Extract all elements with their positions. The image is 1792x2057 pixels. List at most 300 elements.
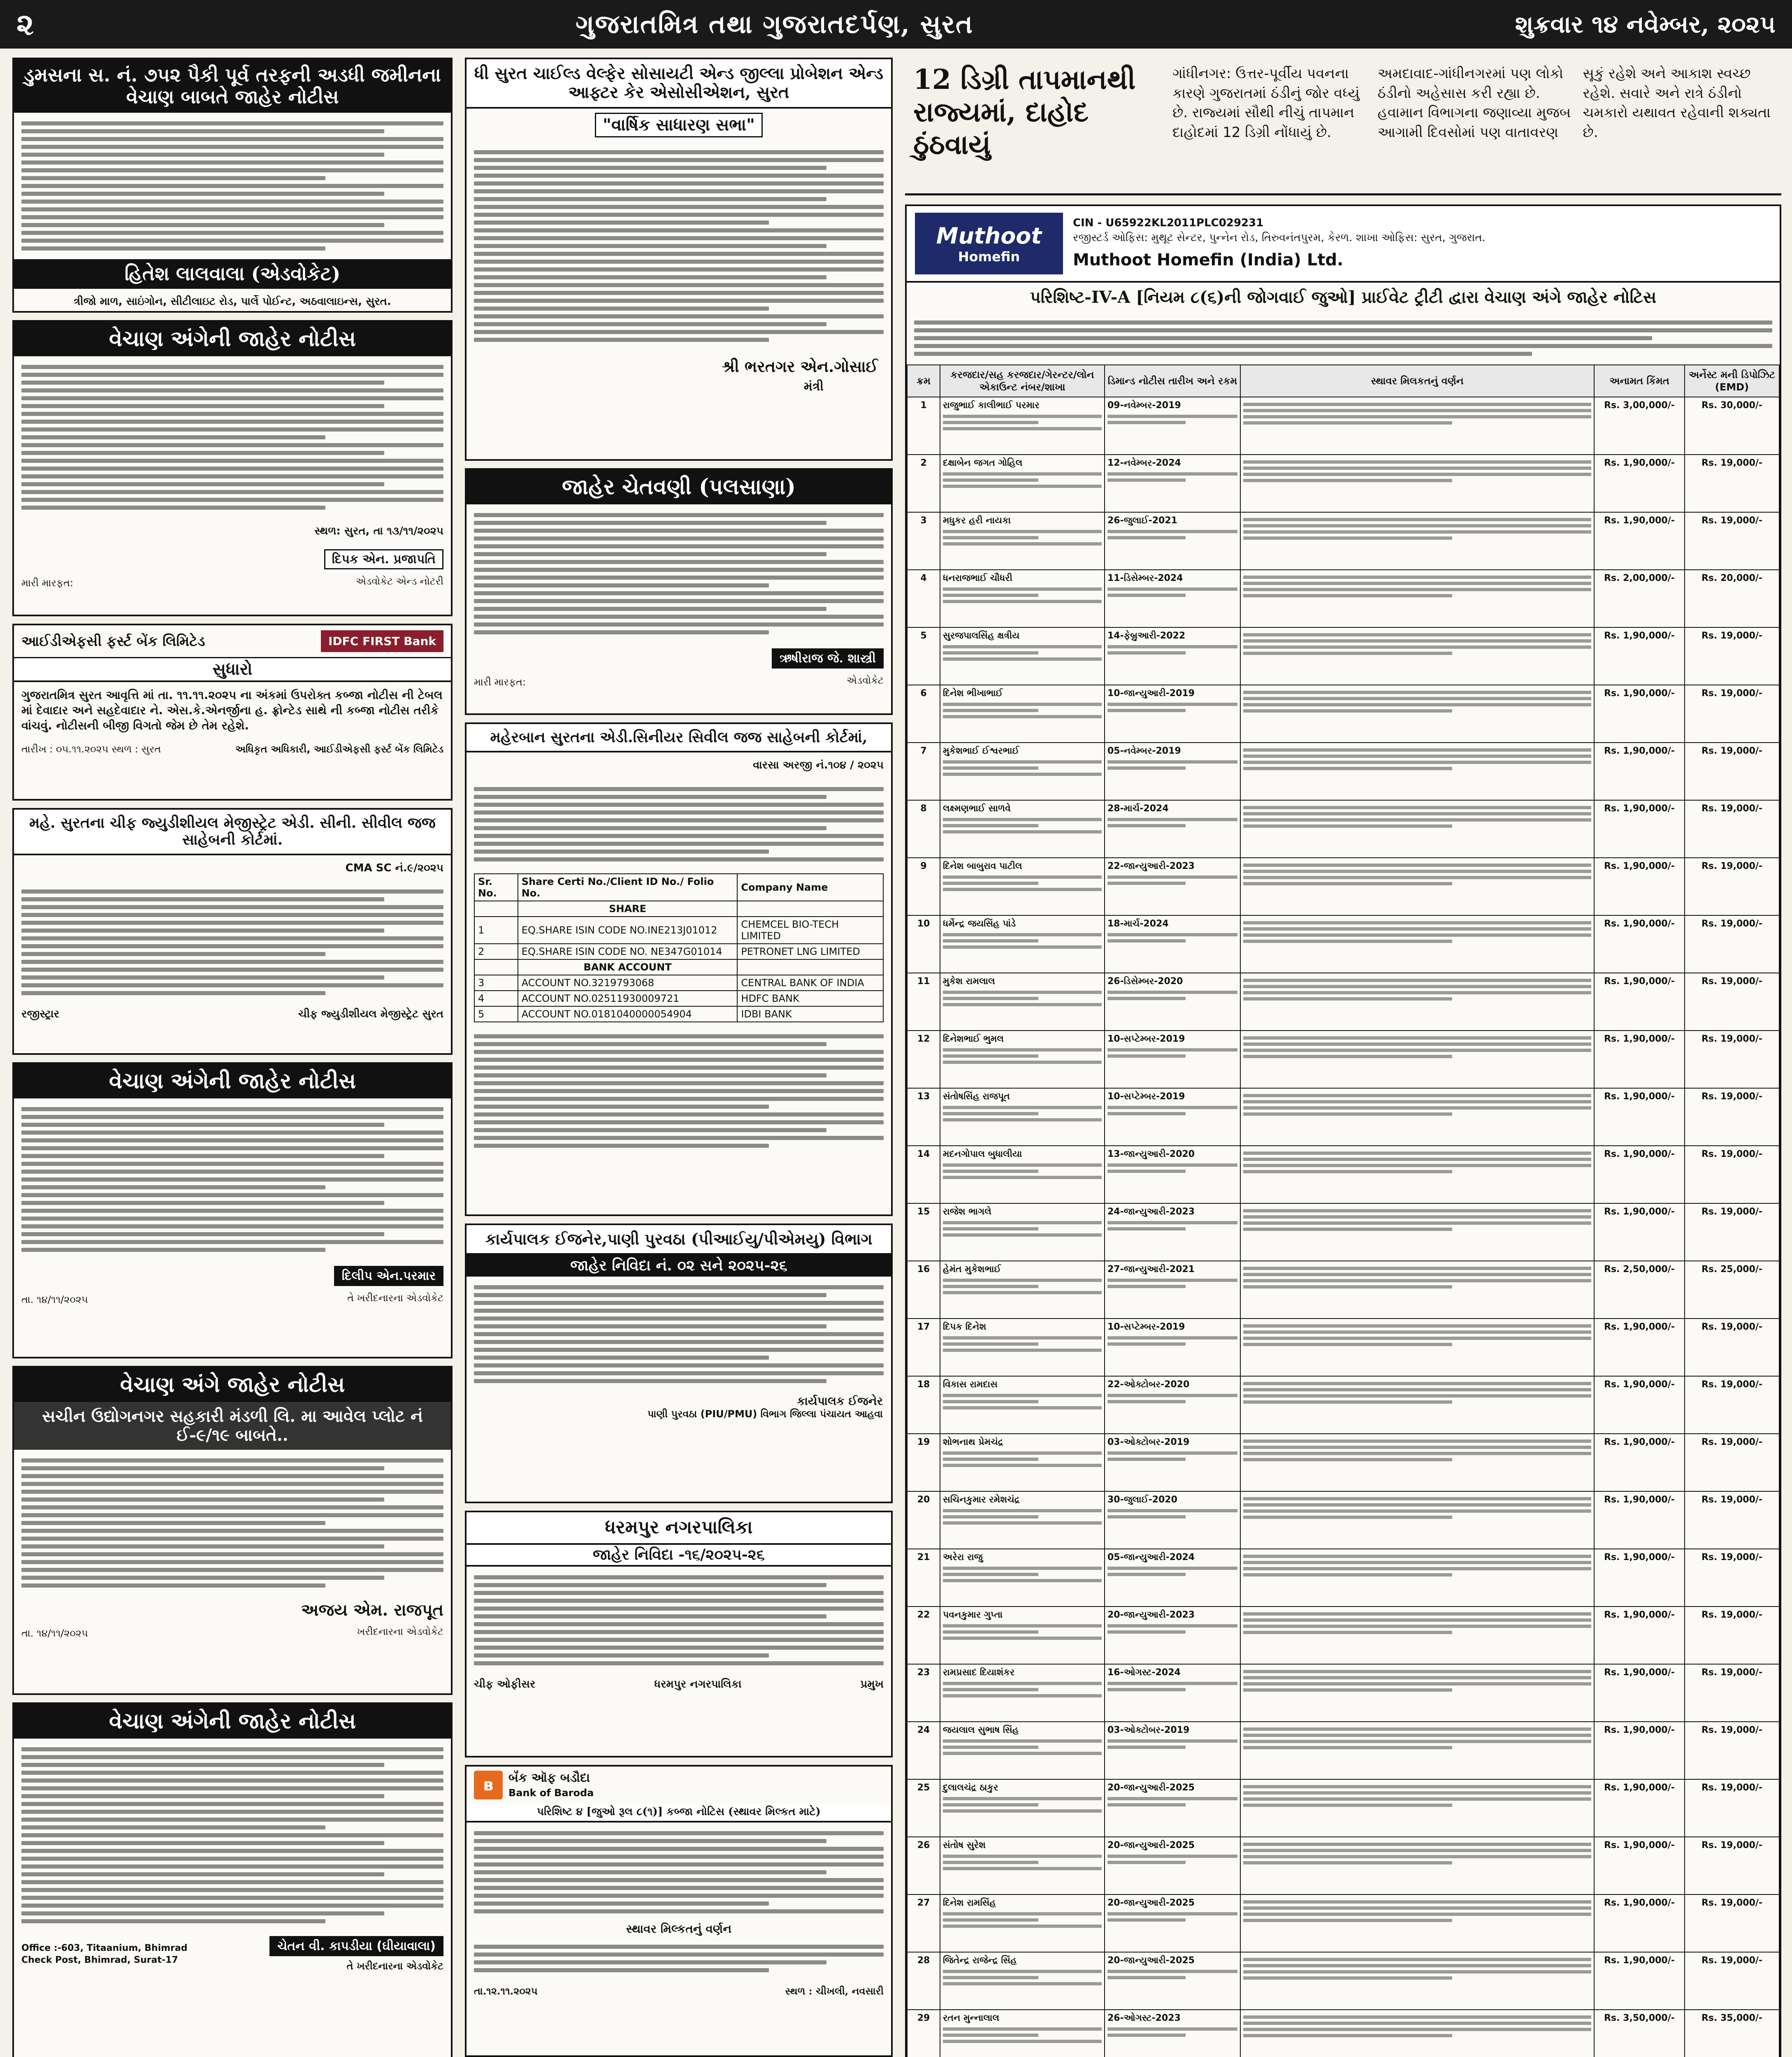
- borrower-name: મુકેશ રામલાલ: [943, 976, 995, 987]
- property-desc-cell: [1240, 1088, 1594, 1146]
- col-head: Company Name: [737, 874, 883, 901]
- row-number: 14: [907, 1146, 940, 1203]
- emd-amount: Rs. 19,000/-: [1685, 973, 1779, 1031]
- borrower-cell: [940, 1894, 1105, 1952]
- property-row: [907, 2010, 1779, 2057]
- signer-role: એડવોકેટ એન્ડ નોટરી: [355, 576, 443, 587]
- emd-amount: Rs. 19,000/-: [1685, 743, 1779, 800]
- share-cell: 4: [474, 991, 518, 1006]
- property-row: [907, 1549, 1779, 1607]
- row-number: 6: [907, 685, 940, 743]
- borrower-cell: [940, 1319, 1105, 1376]
- property-row: [907, 1722, 1779, 1779]
- signature-block: [467, 1392, 891, 1422]
- row-number: 26: [907, 1837, 940, 1894]
- share-cell: SHARE: [518, 901, 738, 917]
- share-cell: IDBI BANK: [737, 1006, 883, 1022]
- place-date: સ્થળ: સુરત, તા ૧૩/૧૧/૨૦૨૫: [314, 525, 443, 537]
- signer-role: તે ખરીદનારના એડવોકેટ: [346, 1960, 443, 1972]
- notice-body: [14, 1098, 451, 1261]
- cin: CIN - U65922KL2011PLC029231: [1073, 216, 1264, 229]
- agm-subtitle-wrap: [467, 109, 891, 142]
- demand-date: 22-જાન્યુઆરી-2023: [1107, 861, 1195, 871]
- demand-cell: [1105, 1203, 1240, 1261]
- borrower-name: દિનેશ ભીખાભાઈ: [943, 688, 1003, 699]
- property-desc-cell: [1240, 2010, 1594, 2057]
- share-cell: 5: [474, 1006, 518, 1022]
- demand-cell: [1105, 570, 1240, 627]
- reserve-price: Rs. 1,90,000/-: [1594, 1319, 1685, 1376]
- notice-body: [467, 1823, 891, 1922]
- borrower-name: રાજેશ ભાગલે: [943, 1207, 991, 1217]
- property-desc-cell: [1240, 1376, 1594, 1434]
- emd-amount: Rs. 19,000/-: [1685, 1203, 1779, 1261]
- demand-cell: [1105, 1434, 1240, 1491]
- municipality-title: ધરમપુર નગરપાલિકા: [467, 1512, 891, 1545]
- borrower-cell: [940, 1376, 1105, 1434]
- borrower-cell: [940, 1031, 1105, 1088]
- reserve-price: Rs. 1,90,000/-: [1594, 1894, 1685, 1952]
- property-desc-cell: [1240, 858, 1594, 915]
- reserve-price: Rs. 1,90,000/-: [1594, 1146, 1685, 1203]
- municipality-name: ધરમપુર નગરપાલિકા: [654, 1678, 742, 1690]
- borrower-name: મધુકર હરી નાયકા: [943, 515, 1011, 526]
- demand-cell: [1105, 1952, 1240, 2010]
- signature-block: [14, 544, 451, 595]
- property-desc-cell: [1240, 685, 1594, 743]
- notice-body-2: [467, 1026, 891, 1156]
- share-table: [474, 873, 884, 1022]
- share-cell: HDFC BANK: [737, 991, 883, 1006]
- borrower-name: દિપક દિનેશ: [943, 1322, 987, 1332]
- borrower-cell: [940, 512, 1105, 570]
- notice-place: સ્થળ : ચીખલી, નવસારી: [785, 1985, 884, 1997]
- property-desc-cell: [1240, 397, 1594, 455]
- property-row: [907, 1319, 1779, 1376]
- notice-title: વેચાણ અંગેની જાહેર નોટીસ: [14, 1064, 451, 1098]
- property-desc-cell: [1240, 627, 1594, 685]
- emd-amount: Rs. 19,000/-: [1685, 512, 1779, 570]
- signer-role: ખરીદનારના એડવોકેટ: [357, 1625, 443, 1637]
- property-desc-cell: [1240, 1894, 1594, 1952]
- share-row: [474, 959, 883, 975]
- borrower-cell: [940, 455, 1105, 512]
- borrower-cell: [940, 1146, 1105, 1203]
- reserve-price: Rs. 1,90,000/-: [1594, 1664, 1685, 1722]
- demand-cell: [1105, 973, 1240, 1031]
- idfc-header: [14, 625, 451, 658]
- reserve-price: Rs. 1,90,000/-: [1594, 858, 1685, 915]
- emd-amount: Rs. 19,000/-: [1685, 1491, 1779, 1549]
- signature-block: [14, 1004, 451, 1027]
- demand-cell: [1105, 915, 1240, 973]
- property-row: [907, 627, 1779, 685]
- property-row: [907, 858, 1779, 915]
- signature-block: [14, 739, 451, 762]
- emd-amount: Rs. 19,000/-: [1685, 1088, 1779, 1146]
- property-desc-cell: [1240, 1722, 1594, 1779]
- borrower-cell: [940, 1203, 1105, 1261]
- property-row: [907, 1031, 1779, 1088]
- reserve-price: Rs. 1,90,000/-: [1594, 1722, 1685, 1779]
- property-desc-cell: [1240, 1952, 1594, 2010]
- property-row: [907, 800, 1779, 858]
- borrower-name: રાજુભાઈ કાલીભાઈ પરમાર: [943, 400, 1040, 411]
- borrower-name: જિતેન્દ્ર રાજેન્દ્ર સિંહ: [943, 1955, 1017, 1966]
- signer-role: એડવોકેટ: [846, 674, 884, 686]
- signer-role: તે ખરીદનારના એડવોકેટ: [347, 1292, 443, 1304]
- row-number: 16: [907, 1261, 940, 1319]
- share-row: [474, 1006, 883, 1022]
- row-number: 8: [907, 800, 940, 858]
- demand-cell: [1105, 1607, 1240, 1664]
- property-desc-cell: [1240, 1319, 1594, 1376]
- signature-block: [467, 1981, 891, 2004]
- correction-heading: સુધારો: [14, 658, 451, 682]
- demand-cell: [1105, 1261, 1240, 1319]
- notice-idfc-correction: [12, 624, 453, 801]
- idfc-logo: IDFC FIRST Bank: [321, 630, 443, 652]
- row-number: 5: [907, 627, 940, 685]
- demand-cell: [1105, 685, 1240, 743]
- notice-title: વેચાણ અંગે જાહેર નોટીસ: [14, 1367, 451, 1402]
- tender-number: જાહેર નિવિદા નં. ૦૨ સને ૨૦૨૫-૨૬: [467, 1255, 891, 1277]
- column-2: [465, 58, 893, 2057]
- col-head: અર્નેસ્ટ મની ડિપોઝિટ (EMD): [1685, 365, 1779, 397]
- demand-cell: [1105, 512, 1240, 570]
- demand-cell: [1105, 1722, 1240, 1779]
- row-number: 9: [907, 858, 940, 915]
- row-number: 10: [907, 915, 940, 973]
- correction-text: ગુજરાતમિત્ર સુરત આવૃત્તિ માં તા. ૧૧.૧૧.૨૦૨૫ ના અંકમાં ઉપરોક્ત કબ્જા નોટીસ ની ટેબલ માં દેવાદાર અને સહદેવાદાર ને. એસ.કે.એનર્જીના હ. ફ્રોન્ટેડ સાથે ની કબ્જા નોટીસ તરીકે વાંચવું. નોટીસની બીજી વિગતો જેમ છે તેમ રહેશે.: [21, 688, 443, 732]
- borrower-cell: [940, 1491, 1105, 1549]
- demand-cell: [1105, 1549, 1240, 1607]
- society-title: ધી સુરત ચાઈલ્ડ વેલ્ફેર સોસાયટી એન્ડ જીલ્લા પ્રોબેશન એન્ડ આફ્ટર કેર એસોસીએશન, સુરત: [467, 59, 891, 109]
- borrower-name: ધર્મેન્દ્ર જયસિંહ પાંડે: [943, 919, 1016, 929]
- property-desc-cell: [1240, 800, 1594, 858]
- emd-amount: Rs. 19,000/-: [1685, 1319, 1779, 1376]
- notice-warning-palsana: [465, 468, 893, 715]
- borrower-name: સંતોષ સુરેશ: [943, 1840, 986, 1850]
- property-desc-heading: સ્થાવર મિલ્કતનું વર્ણન: [626, 1922, 732, 1936]
- share-cell: 1: [474, 917, 518, 944]
- demand-date: 18-માર્ચ-2024: [1107, 919, 1169, 929]
- chief-officer: ચીફ ઓફીસર: [474, 1678, 536, 1690]
- property-row: [907, 1607, 1779, 1664]
- property-desc-cell: [1240, 973, 1594, 1031]
- share-cell: PETRONET LNG LIMITED: [737, 944, 883, 959]
- borrower-name: દિનેશભાઈ ભુમલ: [943, 1034, 1004, 1044]
- property-row: [907, 1837, 1779, 1894]
- row-number: 13: [907, 1088, 940, 1146]
- property-row: [907, 1376, 1779, 1434]
- row-number: 3: [907, 512, 940, 570]
- property-row: [907, 743, 1779, 800]
- emd-amount: Rs. 19,000/-: [1685, 1434, 1779, 1491]
- property-desc-cell: [1240, 1261, 1594, 1319]
- share-cell: BANK ACCOUNT: [518, 959, 738, 975]
- notice-succession-court: [465, 722, 893, 1216]
- property-desc-cell: [1240, 1664, 1594, 1722]
- court-title: મહે. સુરતના ચીફ જ્યુડીશીયલ મેજીસ્ટ્રેટ એડી. સીની. સીવીલ જજ સાહેબની કોર્ટમાં.: [14, 810, 451, 855]
- row-number: 1: [907, 397, 940, 455]
- notice-bob-possession-1: [465, 1765, 893, 2057]
- borrower-cell: [940, 743, 1105, 800]
- row-number: 18: [907, 1376, 940, 1434]
- share-cell: [737, 959, 883, 975]
- notice-title: વેચાણ અંગેની જાહેર નોટીસ: [14, 322, 451, 356]
- borrower-cell: [940, 1952, 1105, 2010]
- row-number: 28: [907, 1952, 940, 2010]
- reserve-price: Rs. 1,90,000/-: [1594, 455, 1685, 512]
- notice-body: [14, 1450, 451, 1596]
- borrower-name: દુલાલચંદ્ર ઠાકુર: [943, 1783, 998, 1793]
- share-cell: CHEMCEL BIO-TECH LIMITED: [737, 917, 883, 944]
- demand-date: 20-જાન્યુઆરી-2025: [1107, 1840, 1195, 1850]
- borrower-name: શોભનાથ પ્રેમચંદ્ર: [943, 1437, 1003, 1447]
- office-address: રજીસ્ટર્ડ ઓફિસ: મુથૂટ સેન્ટર, પુન્નેન રોડ, તિરુવનંતપુરમ, કેરળ. શાખા ઓફિસ: સુરત, ગુજરાત.: [1073, 232, 1486, 244]
- emd-amount: Rs. 35,000/-: [1685, 2010, 1779, 2057]
- demand-date: 20-જાન્યુઆરી-2025: [1107, 1783, 1195, 1793]
- notice-subtitle: સચીન ઉદ્યોગનગર સહકારી મંડળી લિ. મા આવેલ પ્લોટ નં ઈ-૯/૧૯ બાબતે..: [14, 1402, 451, 1450]
- borrower-name: સુરજપાલસિંહ ક્ષત્રીય: [943, 631, 1020, 641]
- bank-name: બૅંક ઑફ બડૌદા Bank of Baroda: [508, 1771, 594, 1799]
- demand-cell: [1105, 1779, 1240, 1837]
- notice-title: ડુમસના સ. નં. ૭૫૨ પૈકી પૂર્વ તરફની અડધી જમીનના વેચાણ બાબતે જાહેર નોટીસ: [14, 59, 451, 113]
- emd-amount: Rs. 19,000/-: [1685, 1722, 1779, 1779]
- row-number: 23: [907, 1664, 940, 1722]
- article-body: ગાંધીનગર: ઉત્તર-પૂર્વીય પવનના કારણે ગુજરાતમાં ઠંડીનું જોર વધ્યું છે. રાજ્યમાં સૌથી નીચું તાપમાન દાહોદમાં 12 ડિગ્રી નોંધાયું છે. અમદાવાદ-ગાંધીનગરમાં પણ લોકો ઠંડીનો અહેસાસ કરી રહ્યા છે. હવામાન વિભાગના જણાવ્યા મુજબ આગામી દિવસોમાં પણ વાતાવરણ સૂકું રહેશે અને આકાશ સ્વચ્છ રહેશે. સવારે અને રાત્રે ઠંડીનો ચમકારો યથાવત રહેવાની શક્યતા છે.: [1172, 65, 1771, 141]
- borrower-name: લક્ષ્મણભાઈ સાળવે: [943, 803, 1011, 814]
- notice-dumas-land: [12, 58, 453, 313]
- emd-amount: Rs. 19,000/-: [1685, 627, 1779, 685]
- property-desc-cell: [1240, 1779, 1594, 1837]
- borrower-name: રામપ્રસાદ દિયાશંકર: [943, 1667, 1015, 1678]
- borrower-cell: [940, 973, 1105, 1031]
- property-row: [907, 570, 1779, 627]
- emd-amount: Rs. 20,000/-: [1685, 570, 1779, 627]
- demand-date: 03-ઓક્ટોબર-2019: [1107, 1437, 1190, 1447]
- row-number: 25: [907, 1779, 940, 1837]
- demand-date: 26-ઓગસ્ટ-2023: [1107, 2013, 1181, 2023]
- demand-cell: [1105, 627, 1240, 685]
- reserve-price: Rs. 1,90,000/-: [1594, 800, 1685, 858]
- borrower-cell: [940, 397, 1105, 455]
- reserve-price: Rs. 3,50,000/-: [1594, 2010, 1685, 2057]
- notice-court-cma: [12, 808, 453, 1055]
- borrower-cell: [940, 915, 1105, 973]
- share-cell: ACCOUNT NO.3219793068: [518, 975, 738, 991]
- demand-date: 22-ઓક્ટોબર-2020: [1107, 1379, 1190, 1390]
- demand-date: 13-જાન્યુઆરી-2020: [1107, 1149, 1195, 1159]
- reserve-price: Rs. 1,90,000/-: [1594, 1837, 1685, 1894]
- borrower-name: સચિનકુમાર રમેશચંદ્ર: [943, 1495, 1020, 1505]
- demand-date: 20-જાન્યુઆરી-2025: [1107, 1955, 1195, 1966]
- property-row: [907, 685, 1779, 743]
- borrower-cell: [940, 627, 1105, 685]
- property-row: [907, 915, 1779, 973]
- notice-body: [14, 113, 451, 259]
- row-number: 27: [907, 1894, 940, 1952]
- demand-date: 26-ડિસેમ્બર-2020: [1107, 976, 1183, 987]
- demand-date: 10-જાન્યુઆરી-2019: [1107, 688, 1195, 699]
- reserve-price: Rs. 3,00,000/-: [1594, 397, 1685, 455]
- borrower-name: જયલાલ સુભાષ સિંહ: [943, 1725, 1019, 1735]
- masthead: ગુજરાતમિત્ર તથા ગુજરાતદર્પણ, સુરત: [576, 9, 974, 39]
- borrower-cell: [940, 1837, 1105, 1894]
- reserve-price: Rs. 1,90,000/-: [1594, 1376, 1685, 1434]
- signature-block: [467, 351, 891, 397]
- borrower-cell: [940, 1722, 1105, 1779]
- reserve-price: Rs. 1,90,000/-: [1594, 1031, 1685, 1088]
- notice-sale-1: [12, 320, 453, 616]
- signer-name: ચેતન વી. કાપડીયા (ઘીયાવાલા): [269, 1936, 443, 1956]
- borrower-name: સંતોષસિંહ રાજપૂત: [943, 1091, 1010, 1102]
- reserve-price: Rs. 1,90,000/-: [1594, 1491, 1685, 1549]
- bob-header: [467, 1767, 891, 1804]
- reserve-price: Rs. 1,90,000/-: [1594, 512, 1685, 570]
- reserve-price: Rs. 1,90,000/-: [1594, 1088, 1685, 1146]
- emd-amount: Rs. 19,000/-: [1685, 1894, 1779, 1952]
- signature-block: [467, 643, 891, 694]
- demand-cell: [1105, 800, 1240, 858]
- row-number: 11: [907, 973, 940, 1031]
- property-row: [907, 1146, 1779, 1203]
- signature-block: [14, 1261, 451, 1312]
- property-desc-cell: [1240, 512, 1594, 570]
- reserve-price: Rs. 1,90,000/-: [1594, 627, 1685, 685]
- row-number: 4: [907, 570, 940, 627]
- demand-date: 14-ફેબ્રુઆરી-2022: [1107, 631, 1186, 641]
- notice-title: વેચાણ અંગેની જાહેર નોટીસ: [14, 1704, 451, 1739]
- registrar: રજીસ્ટ્રાર: [21, 1008, 60, 1021]
- reserve-price: Rs. 1,90,000/-: [1594, 1607, 1685, 1664]
- signer-name: અજય એમ. રાજપૂત: [301, 1600, 443, 1620]
- col-head: અનામત કિંમત: [1594, 365, 1685, 397]
- share-cell: 2: [474, 944, 518, 959]
- demand-date: 30-જુલાઈ-2020: [1107, 1495, 1177, 1505]
- weather-article: [905, 58, 1781, 195]
- office-address: Office :-603, Titaanium, Bhimrad Check Post, Bhimrad, Surat-17: [21, 1943, 188, 1965]
- bank-name: આઈડીએફસી ફર્સ્ટ બેંક લિમિટેડ: [21, 633, 205, 650]
- column-1: [12, 58, 453, 2057]
- borrower-cell: [940, 1088, 1105, 1146]
- row-number: 24: [907, 1722, 940, 1779]
- demand-cell: [1105, 1894, 1240, 1952]
- property-row: [907, 1779, 1779, 1837]
- emd-amount: Rs. 19,000/-: [1685, 1549, 1779, 1607]
- share-cell: [474, 901, 518, 917]
- property-row: [907, 1434, 1779, 1491]
- share-cell: [474, 959, 518, 975]
- demand-date: 26-જુલાઈ-2021: [1107, 515, 1177, 526]
- property-desc-cell: [1240, 743, 1594, 800]
- borrower-name: મદનગોપાલ બુધાલીયા: [943, 1149, 1022, 1159]
- share-cell: 3: [474, 975, 518, 991]
- row-number: 29: [907, 2010, 940, 2057]
- property-row: [907, 1952, 1779, 2010]
- page-header: [0, 0, 1792, 49]
- emd-amount: Rs. 19,000/-: [1685, 1952, 1779, 2010]
- col-head: ડિમાન્ડ નોટીસ તારીખ અને રકમ: [1105, 365, 1240, 397]
- property-row: [907, 1203, 1779, 1261]
- col-head: ક્રમ: [907, 365, 940, 397]
- demand-cell: [1105, 1664, 1240, 1722]
- emd-amount: Rs. 19,000/-: [1685, 1376, 1779, 1434]
- demand-date: 11-ડિસેમ્બર-2024: [1107, 573, 1183, 583]
- col-head: કરજદાર/સહ કરજદાર/ગેરન્ટર/લોન એકાઉન્ટ નંબર/શાખા: [940, 365, 1105, 397]
- place-date: તા. ૧૪/૧૧/૨૦૨૫: [21, 1627, 88, 1639]
- court-title: મહેરબાન સુરતના એડી.સિનીયર સિવીલ જજ સાહેબની કોર્ટમાં,: [467, 724, 891, 752]
- demand-cell: [1105, 455, 1240, 512]
- demand-cell: [1105, 743, 1240, 800]
- via-label: મારી મારફત:: [21, 577, 74, 589]
- advocate-name: હિતેશ લાલવાલા (એડવોકેટ): [14, 259, 451, 289]
- row-number: 21: [907, 1549, 940, 1607]
- signer-title: કાર્યપાલક ઈજનેર: [797, 1394, 883, 1408]
- property-desc-cell: [1240, 1146, 1594, 1203]
- property-desc-cell: [1240, 915, 1594, 973]
- property-row: [907, 973, 1779, 1031]
- share-cell: CENTRAL BANK OF INDIA: [737, 975, 883, 991]
- emd-amount: Rs. 19,000/-: [1685, 1779, 1779, 1837]
- notice-body: [14, 1739, 451, 1932]
- share-cell: [737, 901, 883, 917]
- place-date: તા. ૧૪/૧૧/૨૦૨૫: [21, 1293, 88, 1305]
- reserve-price: Rs. 1,90,000/-: [1594, 915, 1685, 973]
- borrower-name: દિનેશ બાબુરાવ પાટીલ: [943, 861, 1022, 871]
- demand-cell: [1105, 1088, 1240, 1146]
- borrower-name: ધનરાજભાઈ ચૌધરી: [943, 573, 1012, 583]
- emd-amount: Rs. 19,000/-: [1685, 1837, 1779, 1894]
- demand-date: 10-સપ્ટેમ્બર-2019: [1107, 1322, 1185, 1332]
- place-date: તારીખ : ૦૫.૧૧.૨૦૨૫ સ્થળ : સુરત: [21, 743, 161, 755]
- property-desc-cell: [1240, 1031, 1594, 1088]
- notice-title: જાહેર ચેતવણી (પલસાણા): [467, 470, 891, 504]
- row-number: 7: [907, 743, 940, 800]
- demand-cell: [1105, 1837, 1240, 1894]
- reserve-price: Rs. 2,50,000/-: [1594, 1261, 1685, 1319]
- demand-cell: [1105, 1491, 1240, 1549]
- notice-sachin-plot: [12, 1366, 453, 1695]
- reserve-price: Rs. 1,90,000/-: [1594, 1779, 1685, 1837]
- signature-block: [14, 1932, 451, 1977]
- notice-body: [14, 881, 451, 1004]
- muthoot-logo: Muthoot Homefin: [915, 213, 1063, 274]
- row-number: 22: [907, 1607, 940, 1664]
- demand-cell: [1105, 2010, 1240, 2057]
- emd-amount: Rs. 30,000/-: [1685, 397, 1779, 455]
- row-number: 20: [907, 1491, 940, 1549]
- reserve-price: Rs. 1,90,000/-: [1594, 973, 1685, 1031]
- notice-body: [467, 778, 891, 870]
- tender-number: જાહેર નિવિદા -૧૬/૨૦૨૫-૨૬: [467, 1545, 891, 1567]
- demand-date: 27-જાન્યુઆરી-2021: [1107, 1264, 1195, 1275]
- possession-title: પરિશિષ્ટ ૪ [જુઓ રૂલ ૮(૧)] કબ્જા નોટિસ (સ્થાવર મિલ્કત માટે): [467, 1804, 891, 1823]
- borrower-name: પવનકુમાર ગુપ્તા: [943, 1610, 1003, 1620]
- col-head: Sr. No.: [474, 874, 518, 901]
- article-headline: 12 ડિગ્રી તાપમાનથી રાજ્યમાં, દાહોદ ઠુંઠવાયું: [913, 63, 1136, 161]
- share-cell: EQ.SHARE ISIN CODE NO. NE347G01014: [518, 944, 738, 959]
- borrower-name: હેમંત મુકેશભાઈ: [943, 1264, 1001, 1275]
- row-number: 19: [907, 1434, 940, 1491]
- reserve-price: Rs. 1,90,000/-: [1594, 1203, 1685, 1261]
- share-cell: ACCOUNT NO.02511930009721: [518, 991, 738, 1006]
- property-desc: [467, 1936, 891, 1981]
- share-row: [474, 901, 883, 917]
- emd-amount: Rs. 19,000/-: [1685, 1664, 1779, 1722]
- signer-name: ઋષીરાજ જે. શાસ્ત્રી: [772, 648, 884, 669]
